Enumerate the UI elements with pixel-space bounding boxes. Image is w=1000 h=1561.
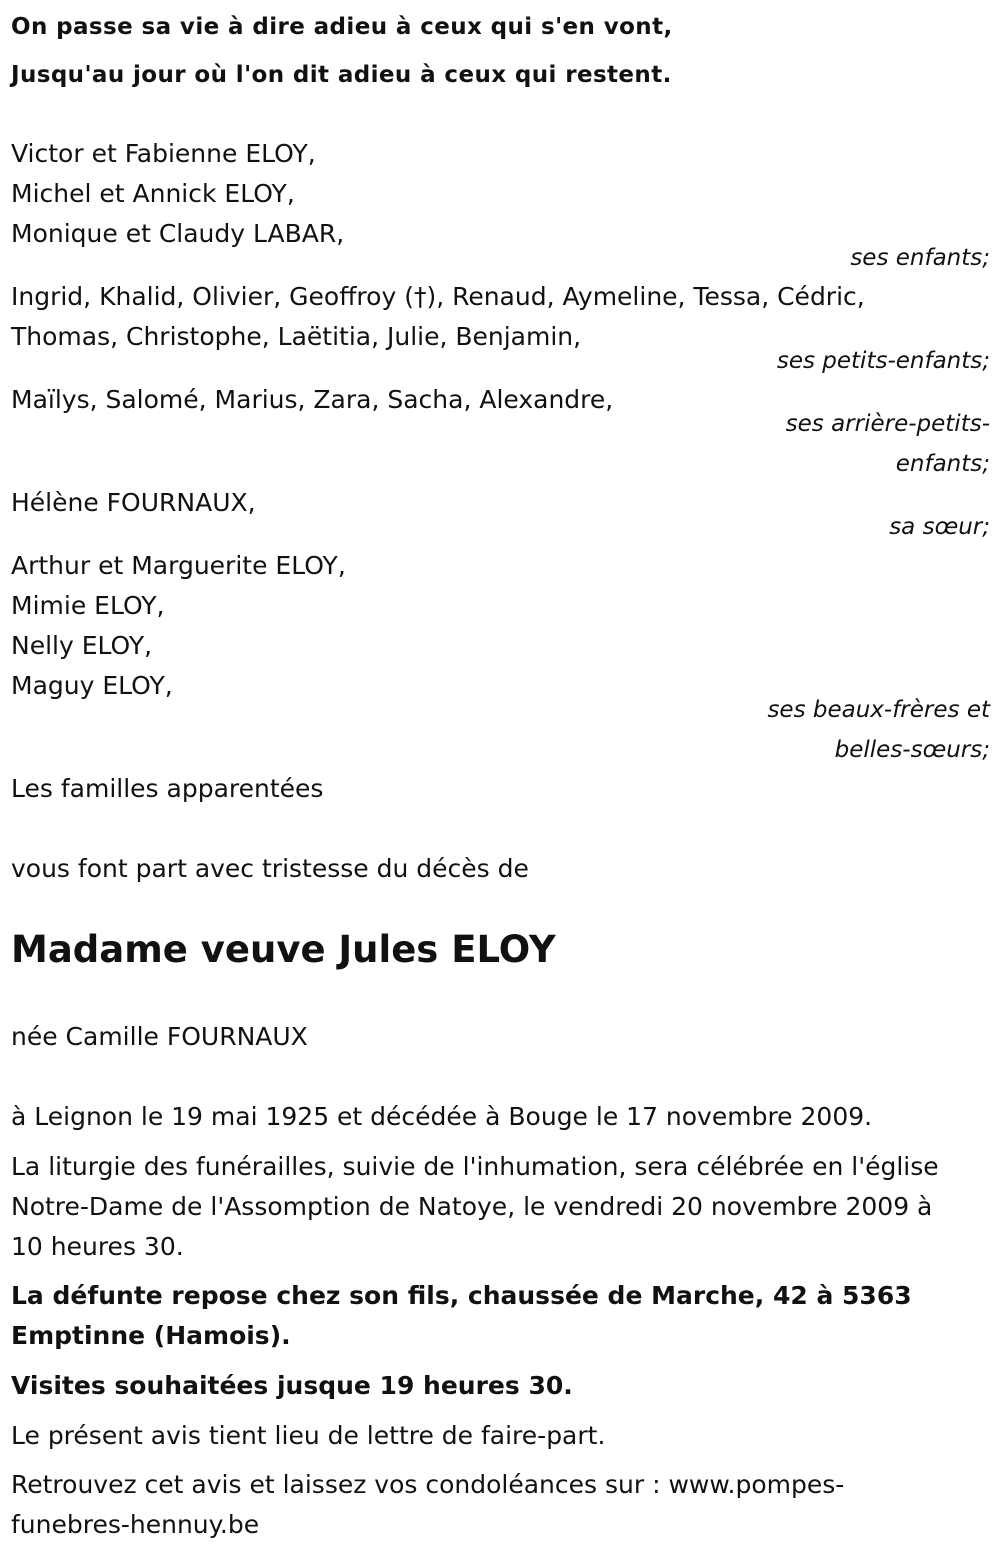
visits-text: Visites souhaitées jusque 19 heures 30. (11, 1371, 573, 1400)
grandchildren-role: ses petits-enfants; (776, 348, 990, 374)
online-condolences: Retrouvez cet avis et laissez vos condoléances sur : www.pompes- (11, 1470, 845, 1499)
in-laws-name: Maguy ELOY, (11, 671, 173, 700)
sister-role: sa sœur; (889, 514, 990, 540)
children-name: Michel et Annick ELOY, (11, 179, 295, 208)
repose-text: La défunte repose chez son fils, chaussée de Marche, 42 à 5363 (11, 1281, 912, 1310)
in-laws-name: Arthur et Marguerite ELOY, (11, 551, 346, 580)
funeral-text: Notre-Dame de l'Assomption de Natoye, le vendredi 20 novembre 2009 à (11, 1192, 933, 1221)
in-laws-name: Nelly ELOY, (11, 631, 153, 660)
grandchildren-name: Thomas, Christophe, Laëtitia, Julie, Benjamin, (11, 322, 582, 351)
children-role: ses enfants; (850, 245, 990, 271)
great-grandchildren-role: ses arrière-petits- (785, 411, 990, 437)
funeral-text: La liturgie des funérailles, suivie de l'inhumation, sera célébrée en l'église (11, 1152, 939, 1181)
online-condolences: funebres-hennuy.be (11, 1510, 260, 1539)
repose-text: Emptinne (Hamois). (11, 1321, 291, 1350)
children-name: Monique et Claudy LABAR, (11, 219, 345, 248)
in-laws-role: ses beaux-frères et (767, 697, 990, 723)
funeral-text: 10 heures 30. (11, 1232, 184, 1261)
epigraph-line-1: On passe sa vie à dire adieu à ceux qui s'en vont, (11, 14, 673, 40)
in-laws-role: belles-sœurs; (834, 737, 990, 763)
notice-text: Le présent avis tient lieu de lettre de faire-part. (11, 1421, 606, 1450)
children-name: Victor et Fabienne ELOY, (11, 139, 316, 168)
announcement-text: vous font part avec tristesse du décès de (11, 854, 529, 883)
great-grandchildren-name: Maïlys, Salomé, Marius, Zara, Sacha, Alexandre, (11, 385, 614, 414)
great-grandchildren-role: enfants; (895, 451, 990, 477)
deceased-name: Madame veuve Jules ELOY (11, 928, 556, 971)
maiden-name: née Camille FOURNAUX (11, 1022, 308, 1051)
in-laws-name: Mimie ELOY, (11, 591, 165, 620)
sister-name: Hélène FOURNAUX, (11, 488, 256, 517)
birth-death-dates: à Leignon le 19 mai 1925 et décédée à Bouge le 17 novembre 2009. (11, 1102, 873, 1131)
related-families: Les familles apparentées (11, 774, 324, 803)
grandchildren-name: Ingrid, Khalid, Olivier, Geoffroy (†), Renaud, Aymeline, Tessa, Cédric, (11, 282, 865, 311)
epigraph-line-2: Jusqu'au jour où l'on dit adieu à ceux qui restent. (11, 62, 672, 88)
